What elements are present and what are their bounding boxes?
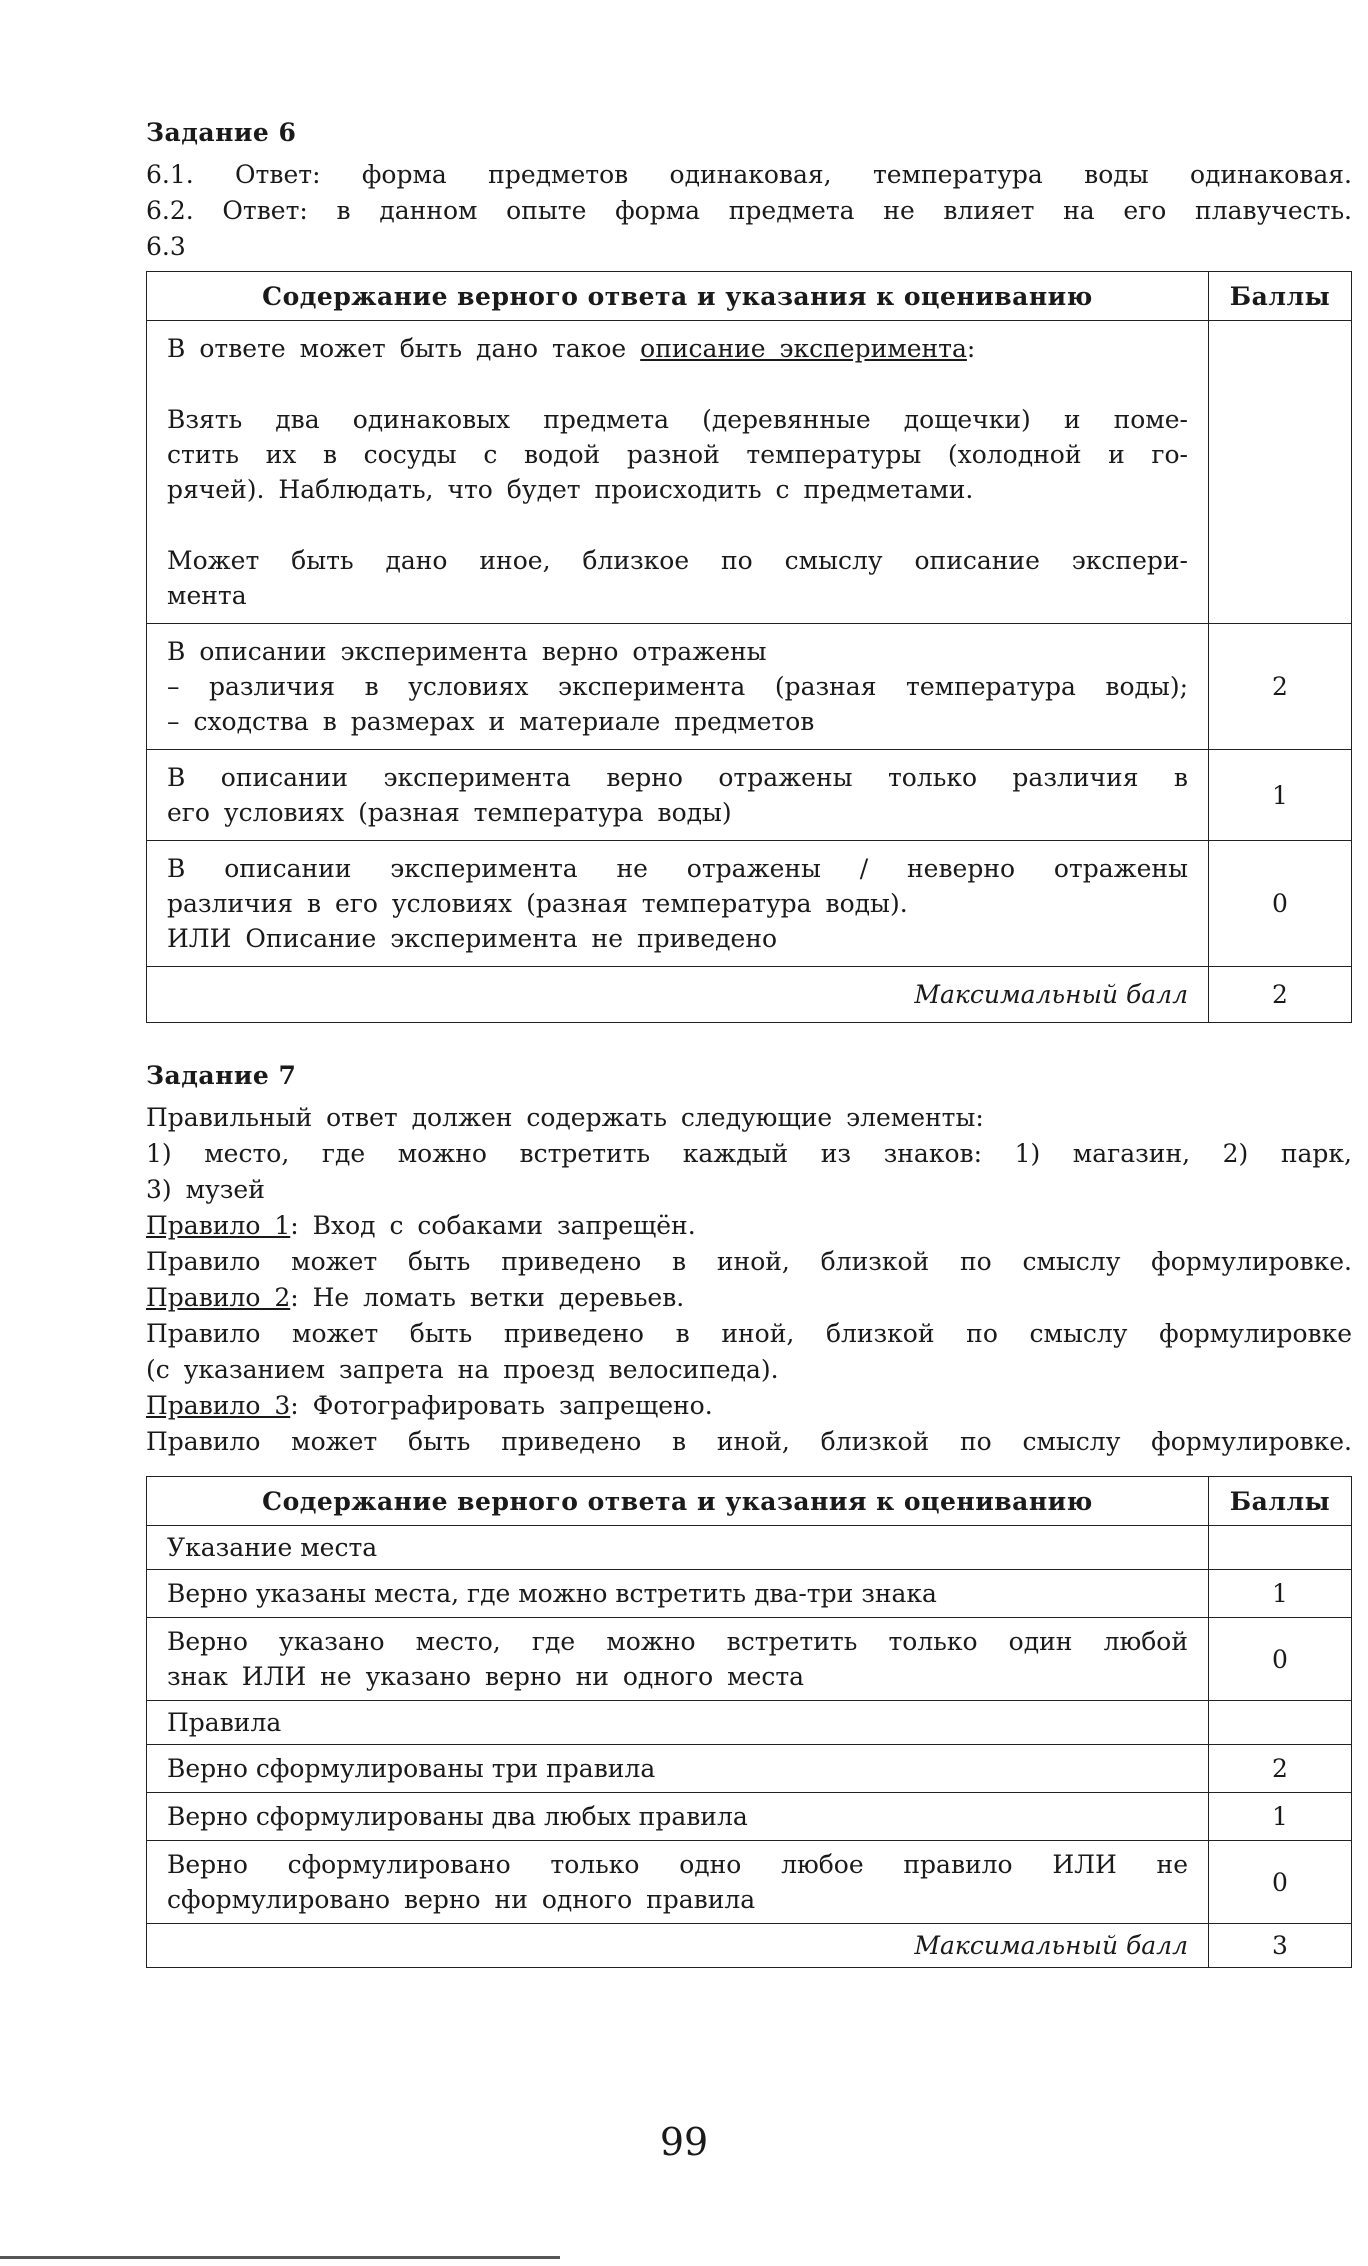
criterion-line: различия в его условиях (разная температура воды). (167, 889, 908, 918)
description-line: Взять два одинаковых предмета (деревянные дощечки) и поме- (167, 405, 1188, 434)
score-header: Баллы (1209, 1477, 1352, 1526)
criterion-line: его условиях (разная температура воды) (167, 798, 732, 827)
criterion-line: Верно сформулировано только одно любое правило ИЛИ не (167, 1850, 1188, 1879)
content-header: Содержание верного ответа и указания к оцениванию (147, 1477, 1209, 1526)
max-score-label: Максимальный балл (147, 1924, 1209, 1968)
criterion-line: Верно указаны места, где можно встретить два-три знака (147, 1570, 1209, 1618)
task-6-scoring-table (146, 271, 1352, 1023)
content-header: Содержание верного ответа и указания к оцениванию (147, 272, 1209, 321)
rule-2-label: Правило 2 (146, 1283, 291, 1312)
table-row (147, 1841, 1352, 1924)
rule-2: Правило 2: Не ломать ветки деревьев. (146, 1283, 685, 1312)
rule-2-note: Правило может быть приведено в иной, близкой по смыслу формулировке (146, 1319, 1352, 1348)
task-6-title: Задание 6 (146, 118, 297, 147)
section-row (147, 1526, 1352, 1570)
answer-6-2: 6.2. Ответ: в данном опыте форма предмета не влияет на его плавучесть. (146, 196, 1352, 225)
criterion-line: – сходства в размерах и материале предметов (167, 707, 815, 736)
rule-2-note-cont: (с указанием запрета на проезд велосипеда). (146, 1355, 779, 1384)
rule-3-note: Правило может быть приведено в иной, близкой по смыслу формулировке. (146, 1427, 1352, 1456)
table-row (147, 624, 1352, 750)
score-cell: 0 (1209, 841, 1352, 967)
score-cell: 1 (1209, 1793, 1352, 1841)
section-row (147, 1701, 1352, 1745)
description-line: стить их в сосуды с водой разной температуры (холодной и го- (167, 440, 1188, 469)
task-7-title: Задание 7 (146, 1061, 297, 1090)
score-cell: 2 (1209, 1745, 1352, 1793)
intro-line: В ответе может быть дано такое описание эксперимента: (167, 334, 976, 363)
alternative-line: мента (167, 581, 247, 610)
score-header: Баллы (1209, 272, 1352, 321)
table-row (147, 841, 1352, 967)
criterion-line: В описании эксперимента верно отражены только различия в (167, 763, 1188, 792)
max-score-row (147, 967, 1352, 1023)
criterion-line: В описании эксперимента верно отражены (167, 637, 767, 666)
section-label: Указание места (147, 1526, 1209, 1570)
task-7-places: 1) место, где можно встретить каждый из знаков: 1) магазин, 2) парк, (146, 1139, 1352, 1168)
table-row (147, 1618, 1352, 1701)
answer-6-1: 6.1. Ответ: форма предметов одинаковая, температура воды одинаковая. (146, 160, 1352, 189)
answer-6-3-label: 6.3 (146, 232, 186, 261)
criterion-line: ИЛИ Описание эксперимента не приведено (167, 924, 778, 953)
criterion-line: Верно указано место, где можно встретить только один любой (167, 1627, 1188, 1656)
rule-1-note: Правило может быть приведено в иной, близкой по смыслу формулировке. (146, 1247, 1352, 1276)
table-header-row (147, 272, 1352, 321)
task-7-intro: Правильный ответ должен содержать следующие элементы: (146, 1103, 984, 1132)
criterion-line: – различия в условиях эксперимента (разная температура воды); (167, 672, 1188, 701)
rule-3-label: Правило 3 (146, 1391, 291, 1420)
criterion-line: Верно сформулированы два любых правила (147, 1793, 1209, 1841)
table-header-row (147, 1477, 1352, 1526)
rule-3: Правило 3: Фотографировать запрещено. (146, 1391, 713, 1420)
table-row (147, 321, 1352, 624)
table-row (147, 1745, 1352, 1793)
criterion-line: Верно сформулированы три правила (147, 1745, 1209, 1793)
section-label: Правила (147, 1701, 1209, 1745)
task-7-scoring-table (146, 1476, 1352, 1968)
description-line: рячей). Наблюдать, что будет происходить с предметами. (167, 475, 974, 504)
rule-1-label: Правило 1 (146, 1211, 291, 1240)
table-row (147, 1570, 1352, 1618)
max-score-label: Максимальный балл (147, 967, 1209, 1023)
bottom-rule (0, 2256, 560, 2259)
criterion-line: знак ИЛИ не указано верно ни одного места (167, 1662, 805, 1691)
experiment-description-cell (147, 321, 1209, 624)
page-number: 99 (659, 2120, 709, 2164)
score-cell: 1 (1209, 1570, 1352, 1618)
score-cell: 0 (1209, 1618, 1352, 1701)
criterion-line: В описании эксперимента не отражены / неверно отражены (167, 854, 1188, 883)
underlined-term: описание эксперимента (640, 334, 967, 363)
score-cell: 0 (1209, 1841, 1352, 1924)
table-row (147, 750, 1352, 841)
page-content (146, 118, 1352, 1968)
alternative-line: Может быть дано иное, близкое по смыслу описание экспери- (167, 546, 1188, 575)
max-score-row (147, 1924, 1352, 1968)
max-score-value: 3 (1209, 1924, 1352, 1968)
criterion-line: сформулировано верно ни одного правила (167, 1885, 756, 1914)
table-row (147, 1793, 1352, 1841)
score-cell: 1 (1209, 750, 1352, 841)
max-score-value: 2 (1209, 967, 1352, 1023)
rule-1: Правило 1: Вход с собаками запрещён. (146, 1211, 696, 1240)
score-cell: 2 (1209, 624, 1352, 750)
task-7-places-cont: 3) музей (146, 1175, 265, 1204)
